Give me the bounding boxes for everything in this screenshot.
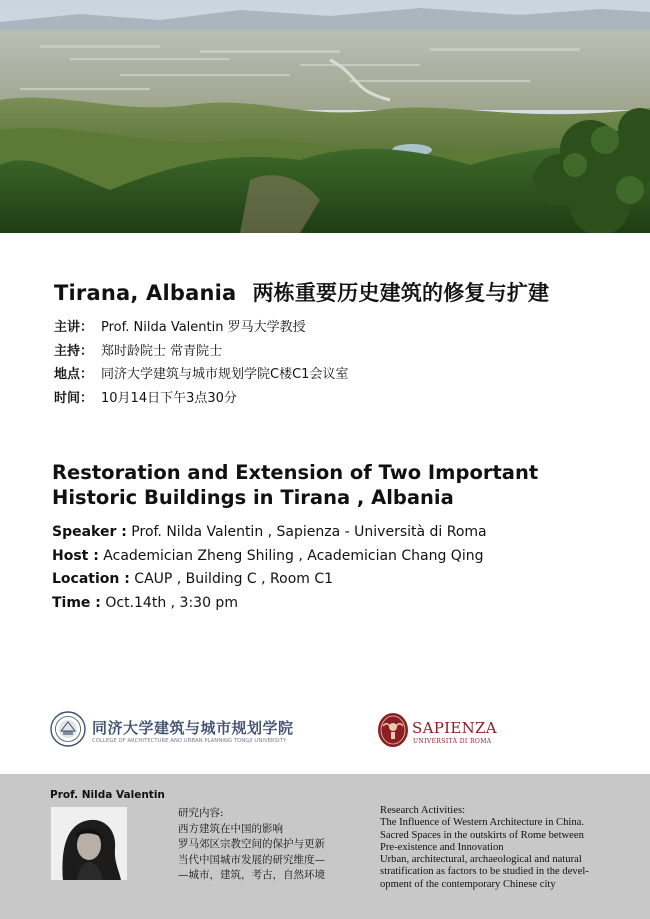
bio-research-chinese — [178, 806, 325, 884]
chinese-location-label: 地点： — [54, 367, 94, 382]
bio-cn-line: 研究内容: — [178, 807, 224, 819]
chinese-host-value: 郑时龄院士 常青院士 — [101, 343, 223, 359]
bio-cn-line: —城市，建筑，考古，自然环境 — [178, 869, 325, 882]
bio-en-line: Sacred Spaces in the outskirts of Rome between — [380, 829, 584, 841]
english-details — [52, 522, 487, 616]
chinese-speaker-row — [54, 318, 348, 342]
chinese-time-label: 时间： — [54, 390, 94, 406]
english-speaker-value: Prof. Nilda Valentin , Sapienza - Università di Roma — [126, 524, 487, 540]
sapienza-logo — [377, 712, 497, 750]
english-time-label: Time : — [52, 594, 101, 611]
landscape-illustration — [0, 0, 650, 233]
english-host-label: Host : — [52, 547, 99, 564]
chinese-time-value: 10月14日下午3点30分 — [101, 390, 237, 406]
english-host-value: Academician Zheng Shiling , Academician Chang Qing — [98, 547, 484, 564]
chinese-host-label: 主持： — [54, 343, 94, 359]
tongji-seal-icon — [50, 711, 86, 747]
english-speaker-row — [52, 522, 487, 546]
english-time-value: Oct.14th , 3:30 pm — [100, 594, 238, 611]
speaker-portrait — [51, 807, 127, 880]
english-host-row — [52, 546, 487, 570]
bio-research-english — [380, 805, 589, 891]
chinese-title-topic: 两栋重要历史建筑的修复与扩建 — [252, 281, 550, 305]
tongji-logo — [50, 711, 300, 751]
portrait-photo-icon — [51, 807, 127, 880]
tongji-subtitle: COLLEGE OF ARCHITECTURE AND URBAN PLANNING TONGJI UNIVERSITY — [92, 738, 287, 744]
tongji-name: 同济大学建筑与城市规划学院 — [92, 719, 294, 737]
bio-en-line: opment of the contemporary Chinese city — [380, 878, 556, 890]
english-location-label: Location : — [52, 571, 130, 587]
hero-landscape-photo — [0, 0, 650, 233]
speaker-bio-panel — [0, 774, 650, 919]
chinese-host-row — [54, 342, 348, 366]
bio-en-line: The Influence of Western Architecture in China. — [380, 817, 584, 829]
chinese-location-value: 同济大学建筑与城市规划学院C楼C1会议室 — [101, 367, 349, 382]
chinese-time-row — [54, 389, 348, 413]
bio-cn-line: 罗马郊区宗教空间的保护与更新 — [178, 838, 325, 851]
bio-en-line: Urban, architectural, archaeological and natural — [380, 854, 582, 866]
english-speaker-label: Speaker : — [52, 524, 127, 540]
sapienza-subtitle: UNIVERSITÀ DI ROMA — [413, 738, 492, 745]
chinese-speaker-value: Prof. Nilda Valentin 罗马大学教授 — [101, 320, 306, 335]
chinese-details — [54, 318, 348, 412]
bio-cn-line: 当代中国城市发展的研究维度— — [178, 853, 325, 866]
bio-en-line: Pre-existence and Innovation — [380, 841, 504, 853]
sapienza-name: SAPIENZA — [412, 719, 497, 737]
chinese-location-row — [54, 365, 348, 389]
sapienza-cherub-seal-icon — [377, 712, 409, 748]
english-location-value: CAUP , Building C , Room C1 — [129, 571, 334, 587]
english-title — [52, 460, 538, 510]
bio-en-line: stratification as factors to be studied in the devel- — [380, 866, 589, 878]
chinese-title — [54, 277, 549, 307]
english-title-line-1: Restoration and Extension of Two Important — [52, 461, 539, 484]
bio-speaker-name: Prof. Nilda Valentin — [50, 789, 165, 801]
bio-cn-line: 西方建筑在中国的影响 — [178, 822, 283, 835]
english-time-row — [52, 593, 487, 617]
english-location-row — [52, 569, 487, 593]
english-title-line-2: Historic Buildings in Tirana , Albania — [52, 486, 454, 509]
chinese-speaker-label: 主讲： — [54, 320, 94, 335]
chinese-title-city: Tirana, Albania — [54, 281, 237, 305]
bio-en-line: Research Activities: — [380, 805, 466, 816]
